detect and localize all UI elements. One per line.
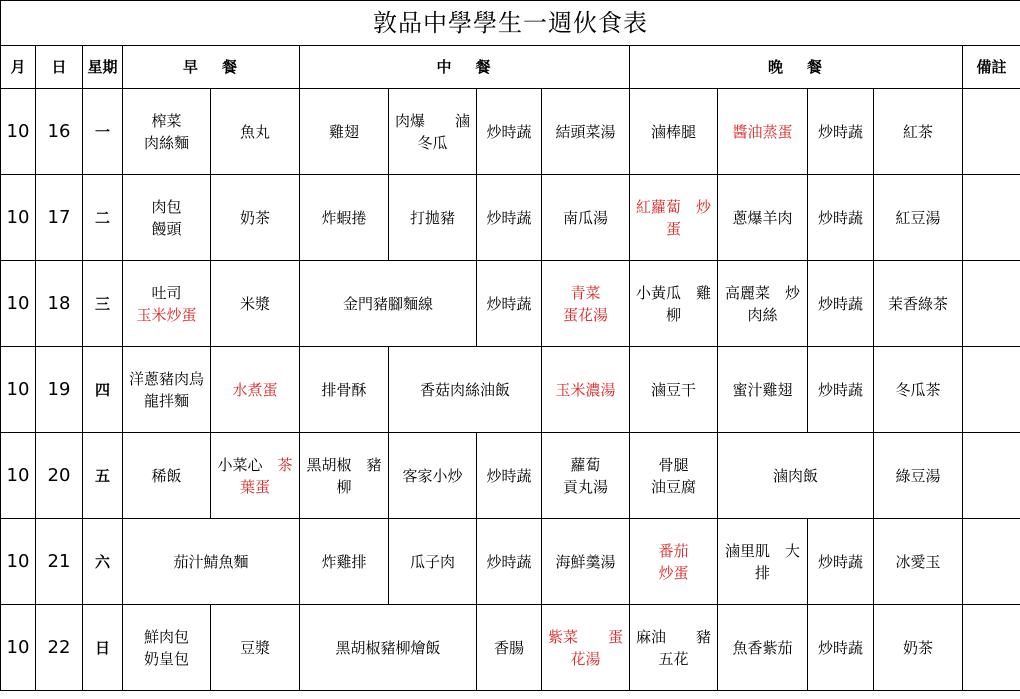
dinner-dish-2: 蜜汁雞翅	[718, 347, 808, 433]
breakfast-side: 米漿	[211, 261, 300, 347]
breakfast-side: 奶茶	[211, 175, 300, 261]
dinner-dish-1: 紅蘿蔔 炒 蛋	[630, 175, 718, 261]
header-notes: 備註	[963, 46, 1020, 89]
lunch-dish-2: 瓜子肉	[389, 519, 477, 605]
cell-day: 19	[36, 347, 83, 433]
lunch-veg: 炒時蔬	[477, 433, 542, 519]
lunch-veg: 炒時蔬	[477, 175, 542, 261]
lunch-dish-2: 打拋豬	[389, 175, 477, 261]
dinner-veg: 炒時蔬	[808, 175, 874, 261]
cell-month: 10	[1, 175, 36, 261]
lunch-soup: 玉米濃湯	[542, 347, 630, 433]
cell-day: 17	[36, 175, 83, 261]
header-lunch: 中餐	[300, 46, 630, 89]
lunch-veg: 香腸	[477, 605, 542, 691]
cell-weekday: 三	[83, 261, 123, 347]
dinner-drink: 冬瓜茶	[874, 347, 963, 433]
breakfast-main: 肉包 饅頭	[123, 175, 211, 261]
lunch-veg: 炒時蔬	[477, 519, 542, 605]
header-breakfast: 早餐	[123, 46, 300, 89]
dinner-dish-combined: 滷肉飯	[718, 433, 874, 519]
cell-day: 21	[36, 519, 83, 605]
dinner-dish-2: 魚香紫茄	[718, 605, 808, 691]
page-title: 敦品中學學生一週伙食表	[1, 1, 1020, 46]
dinner-veg: 炒時蔬	[808, 89, 874, 175]
lunch-soup: 南瓜湯	[542, 175, 630, 261]
lunch-soup: 紫菜 蛋 花湯	[542, 605, 630, 691]
header-weekday: 星期	[83, 46, 123, 89]
cell-weekday: 五	[83, 433, 123, 519]
breakfast-side: 魚丸	[211, 89, 300, 175]
table-row	[1, 347, 1020, 433]
cell-weekday: 一	[83, 89, 123, 175]
lunch-dish-combined: 金門豬腳麵線	[300, 261, 477, 347]
lunch-soup: 海鮮羹湯	[542, 519, 630, 605]
lunch-dish-1: 雞翅	[300, 89, 389, 175]
dinner-drink: 冰愛玉	[874, 519, 963, 605]
breakfast-side: 小菜心 茶 葉蛋	[211, 433, 300, 519]
lunch-dish-1: 炸雞排	[300, 519, 389, 605]
cell-notes	[963, 433, 1020, 519]
dinner-dish-2: 醬油蒸蛋	[718, 89, 808, 175]
lunch-dish-1: 炸蝦捲	[300, 175, 389, 261]
dinner-dish-1: 滷豆干	[630, 347, 718, 433]
cell-day: 20	[36, 433, 83, 519]
lunch-dish-2: 肉爆 滷 冬瓜	[389, 89, 477, 175]
header-month: 月	[1, 46, 36, 89]
lunch-soup: 結頭菜湯	[542, 89, 630, 175]
cell-notes	[963, 89, 1020, 175]
cell-weekday: 二	[83, 175, 123, 261]
dinner-veg: 炒時蔬	[808, 605, 874, 691]
lunch-dish-2: 客家小炒	[389, 433, 477, 519]
lunch-veg: 炒時蔬	[477, 261, 542, 347]
cell-day: 16	[36, 89, 83, 175]
dinner-veg: 炒時蔬	[808, 519, 874, 605]
breakfast-main: 榨菜 肉絲麵	[123, 89, 211, 175]
dinner-drink: 紅豆湯	[874, 175, 963, 261]
cell-weekday: 六	[83, 519, 123, 605]
dinner-dish-1: 滷棒腿	[630, 89, 718, 175]
header-day: 日	[36, 46, 83, 89]
cell-weekday: 日	[83, 605, 123, 691]
cell-month: 10	[1, 347, 36, 433]
dinner-dish-2: 滷里肌 大 排	[718, 519, 808, 605]
dinner-drink: 茉香綠茶	[874, 261, 963, 347]
lunch-dish-combined: 黑胡椒豬柳燴飯	[300, 605, 477, 691]
dinner-drink: 奶茶	[874, 605, 963, 691]
breakfast-side: 水煮蛋	[211, 347, 300, 433]
table-row	[1, 89, 1020, 175]
cell-month: 10	[1, 261, 36, 347]
dinner-drink: 綠豆湯	[874, 433, 963, 519]
cell-notes	[963, 519, 1020, 605]
cell-month: 10	[1, 89, 36, 175]
lunch-dish-1: 排骨酥	[300, 347, 389, 433]
table-row	[1, 519, 1020, 605]
cell-day: 22	[36, 605, 83, 691]
lunch-soup: 青菜 蛋花湯	[542, 261, 630, 347]
dinner-dish-2: 高麗菜 炒 肉絲	[718, 261, 808, 347]
lunch-dish-1: 黑胡椒 豬 柳	[300, 433, 389, 519]
breakfast-combined: 茄汁鯖魚麵	[123, 519, 300, 605]
breakfast-main: 洋蔥豬肉烏 龍拌麵	[123, 347, 211, 433]
lunch-dish-combined: 香菇肉絲油飯	[389, 347, 542, 433]
header-row	[1, 46, 1020, 89]
dinner-drink: 紅茶	[874, 89, 963, 175]
dinner-dish-1: 番茄 炒蛋	[630, 519, 718, 605]
cell-month: 10	[1, 605, 36, 691]
dinner-veg: 炒時蔬	[808, 347, 874, 433]
cell-month: 10	[1, 519, 36, 605]
dinner-dish-1: 骨腿 油豆腐	[630, 433, 718, 519]
cell-day: 18	[36, 261, 83, 347]
header-dinner: 晚餐	[630, 46, 963, 89]
breakfast-main: 吐司 玉米炒蛋	[123, 261, 211, 347]
dinner-veg: 炒時蔬	[808, 261, 874, 347]
lunch-veg: 炒時蔬	[477, 89, 542, 175]
dinner-dish-1: 麻油 豬 五花	[630, 605, 718, 691]
table-row	[1, 605, 1020, 691]
cell-notes	[963, 347, 1020, 433]
table-row	[1, 175, 1020, 261]
cell-weekday: 四	[83, 347, 123, 433]
lunch-soup: 蘿蔔 貢丸湯	[542, 433, 630, 519]
cell-notes	[963, 605, 1020, 691]
cell-notes	[963, 261, 1020, 347]
cell-notes	[963, 175, 1020, 261]
table-row	[1, 261, 1020, 347]
table-row	[1, 433, 1020, 519]
dinner-dish-1: 小黃瓜 雞 柳	[630, 261, 718, 347]
breakfast-main: 稀飯	[123, 433, 211, 519]
breakfast-main: 鮮肉包 奶皇包	[123, 605, 211, 691]
cell-month: 10	[1, 433, 36, 519]
dinner-dish-2: 蔥爆羊肉	[718, 175, 808, 261]
breakfast-side: 豆漿	[211, 605, 300, 691]
